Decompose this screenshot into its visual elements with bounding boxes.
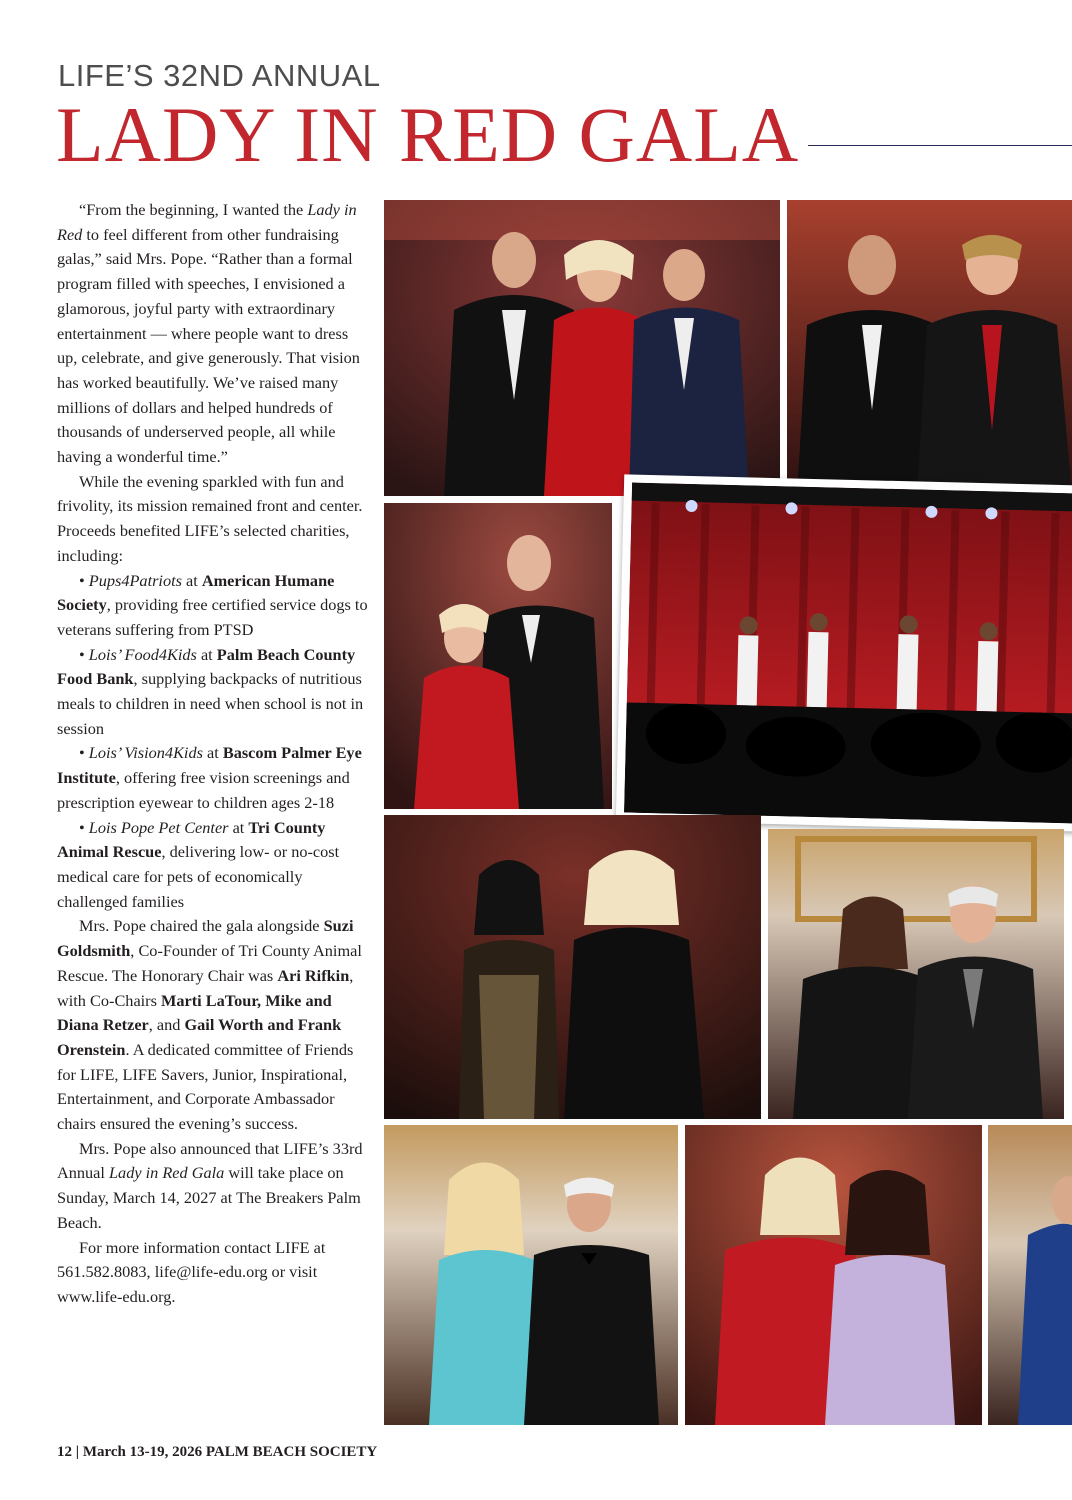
article-headline: LADY IN RED GALA	[56, 91, 800, 178]
gala-photo-woman-blue-man	[384, 1125, 678, 1425]
charity-bullet: • Lois Pope Pet Center at Tri County Animal Rescue, delivering low- or no-cost medical care for pets of economically challenged families	[57, 817, 340, 911]
article-kicker: LIFE’S 32ND ANNUAL	[58, 58, 381, 93]
article-body	[57, 198, 369, 1310]
page-number: 12	[57, 1444, 72, 1460]
charity-bullet: • Pups4Patriots at American Humane Society, providing free certified service dogs to veterans suffering from PTSD	[57, 570, 368, 639]
issue-date: March 13-19, 2026	[82, 1444, 203, 1460]
paragraph-contact: For more information contact LIFE at 561.582.8083, life@life-edu.org or visit www.life-edu.org.	[57, 1237, 326, 1306]
paragraph-announcement: Mrs. Pope also announced that LIFE’s 33rd Annual Lady in Red Gala will take place on Sunday, March 14, 2027 at The Breakers Palm Beach.	[57, 1138, 363, 1232]
page-footer: 12 | March 13-19, 2026 PALM BEACH SOCIETY	[57, 1444, 378, 1460]
charity-bullet: • Lois’ Food4Kids at Palm Beach County Food Bank, supplying backpacks of nutritious meals to children in need when school is not in session	[57, 644, 364, 738]
paragraph-chairs: Mrs. Pope chaired the gala alongside Suzi Goldsmith, Co-Founder of Tri County Animal Rescue. The Honorary Chair was Ari Rifkin, with Co-Chairs Marti LaTour, Mike and Diana Retzer, and Gail Worth and Frank Orenstein. A dedicated committee of Friends for LIFE, LIFE Savers, Junior, Inspirational, Entertainment, and Corporate Ambassador chairs ensured the evening’s success.	[57, 916, 362, 1134]
gala-photo-two-women	[384, 815, 761, 1119]
gala-photo-dancing-couple	[384, 503, 612, 809]
paragraph-mission: While the evening sparkled with fun and frivolity, its mission remained front and center. Proceeds benefited LIFE’s selected charities, including:	[57, 471, 363, 565]
gala-photo-trio	[384, 200, 780, 496]
gala-photo-stage-performance	[616, 474, 1072, 831]
gala-photo-red-lavender	[685, 1125, 982, 1425]
headline-rule	[808, 145, 1072, 146]
paragraph-quote: “From the beginning, I wanted the Lady in Red to feel different from other fundraising galas,” said Mrs. Pope. “Rather than a formal program filled with speeches, I envisioned a glamorous, joyful party with extraordinary entertainment — where people want to dress up, celebrate, and give generously. That vision has worked beautifully. We’ve raised many millions of dollars and helped hundreds of thousands of underserved people, all while having a wonderful time.”	[57, 200, 360, 467]
charity-bullet: • Lois’ Vision4Kids at Bascom Palmer Eye Institute, offering free vision screenings and prescription eyewear to children ages 2-18	[57, 743, 362, 812]
gala-photo-two-men	[787, 200, 1072, 496]
gala-photo-partial	[988, 1125, 1072, 1425]
publication-name: PALM BEACH SOCIETY	[205, 1444, 378, 1460]
gala-photo-couple-mirror	[768, 829, 1064, 1119]
